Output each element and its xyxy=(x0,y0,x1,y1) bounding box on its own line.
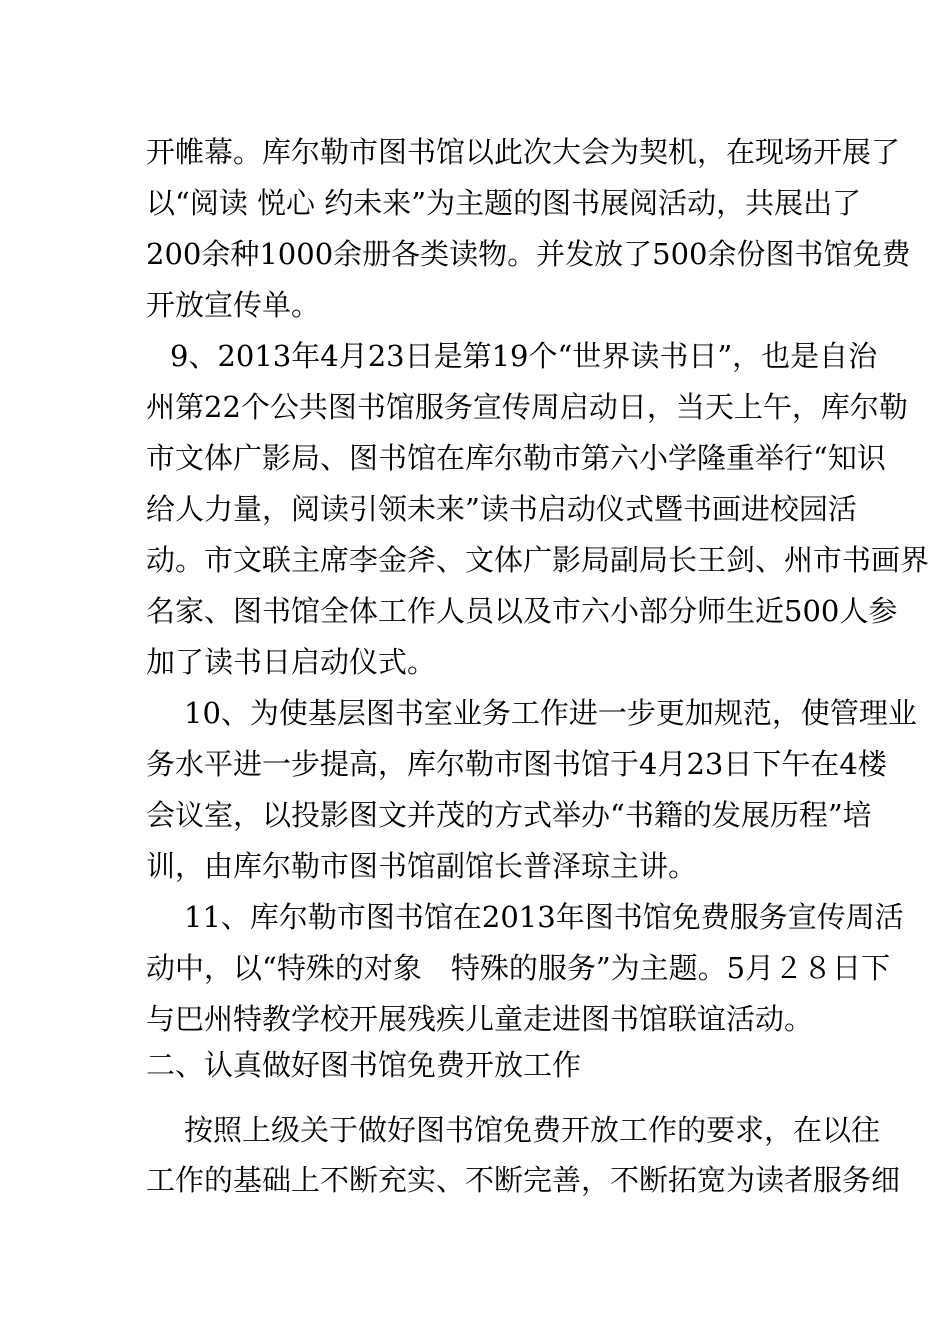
text-line: 会议室，以投影图文并茂的方式举办“书籍的发展历程”培 xyxy=(146,798,872,832)
text-line: 市文体广影局、图书馆在库尔勒市第六小学隆重举行“知识 xyxy=(146,441,886,475)
text-line: 动中，以“特殊的对象 特殊的服务”为主题。5月２８日下 xyxy=(146,951,891,985)
text-line: 9、2013年4月23日是第19个“世界读书日”，也是自治 xyxy=(170,339,878,373)
text-line: 务水平进一步提高，库尔勒市图书馆于4月23日下午在4楼 xyxy=(146,747,887,781)
text-line: 工作的基础上不断充实、不断完善，不断拓宽为读者服务细 xyxy=(146,1163,901,1197)
text-line: 以“阅读 悦心 约未来”为主题的图书展阅活动，共展出了 xyxy=(146,186,862,220)
text-line: 开帷幕。库尔勒市图书馆以此次大会为契机，在现场开展了 xyxy=(146,135,901,169)
text-line: 200余种1000余册各类读物。并发放了500余份图书馆免费 xyxy=(146,237,911,271)
text-line: 训，由库尔勒市图书馆副馆长普泽琼主讲。 xyxy=(146,849,698,883)
text-line: 加了读书日启动仪式。 xyxy=(146,645,437,679)
text-line: 给人力量，阅读引领未来”读书启动仪式暨书画进校园活 xyxy=(146,492,857,526)
text-line: 州第22个公共图书馆服务宣传周启动日，当天上午，库尔勒 xyxy=(146,390,908,424)
text-line: 11、库尔勒市图书馆在2013年图书馆免费服务宣传周活 xyxy=(184,900,904,934)
text-line: 10、为使基层图书室业务工作进一步更加规范，使管理业 xyxy=(184,696,917,730)
text-line: 按照上级关于做好图书馆免费开放工作的要求，在以往 xyxy=(184,1113,881,1147)
text-line: 动。市文联主席李金斧、文体广影局副局长王剑、州市书画界 xyxy=(146,543,930,577)
text-line: 名家、图书馆全体工作人员以及市六小部分师生近500人参 xyxy=(146,594,898,628)
text-line: 与巴州特教学校开展残疾儿童走进图书馆联谊活动。 xyxy=(146,1002,814,1036)
text-line: 开放宣传单。 xyxy=(146,288,321,322)
section-heading: 二、认真做好图书馆免费开放工作 xyxy=(146,1048,582,1082)
